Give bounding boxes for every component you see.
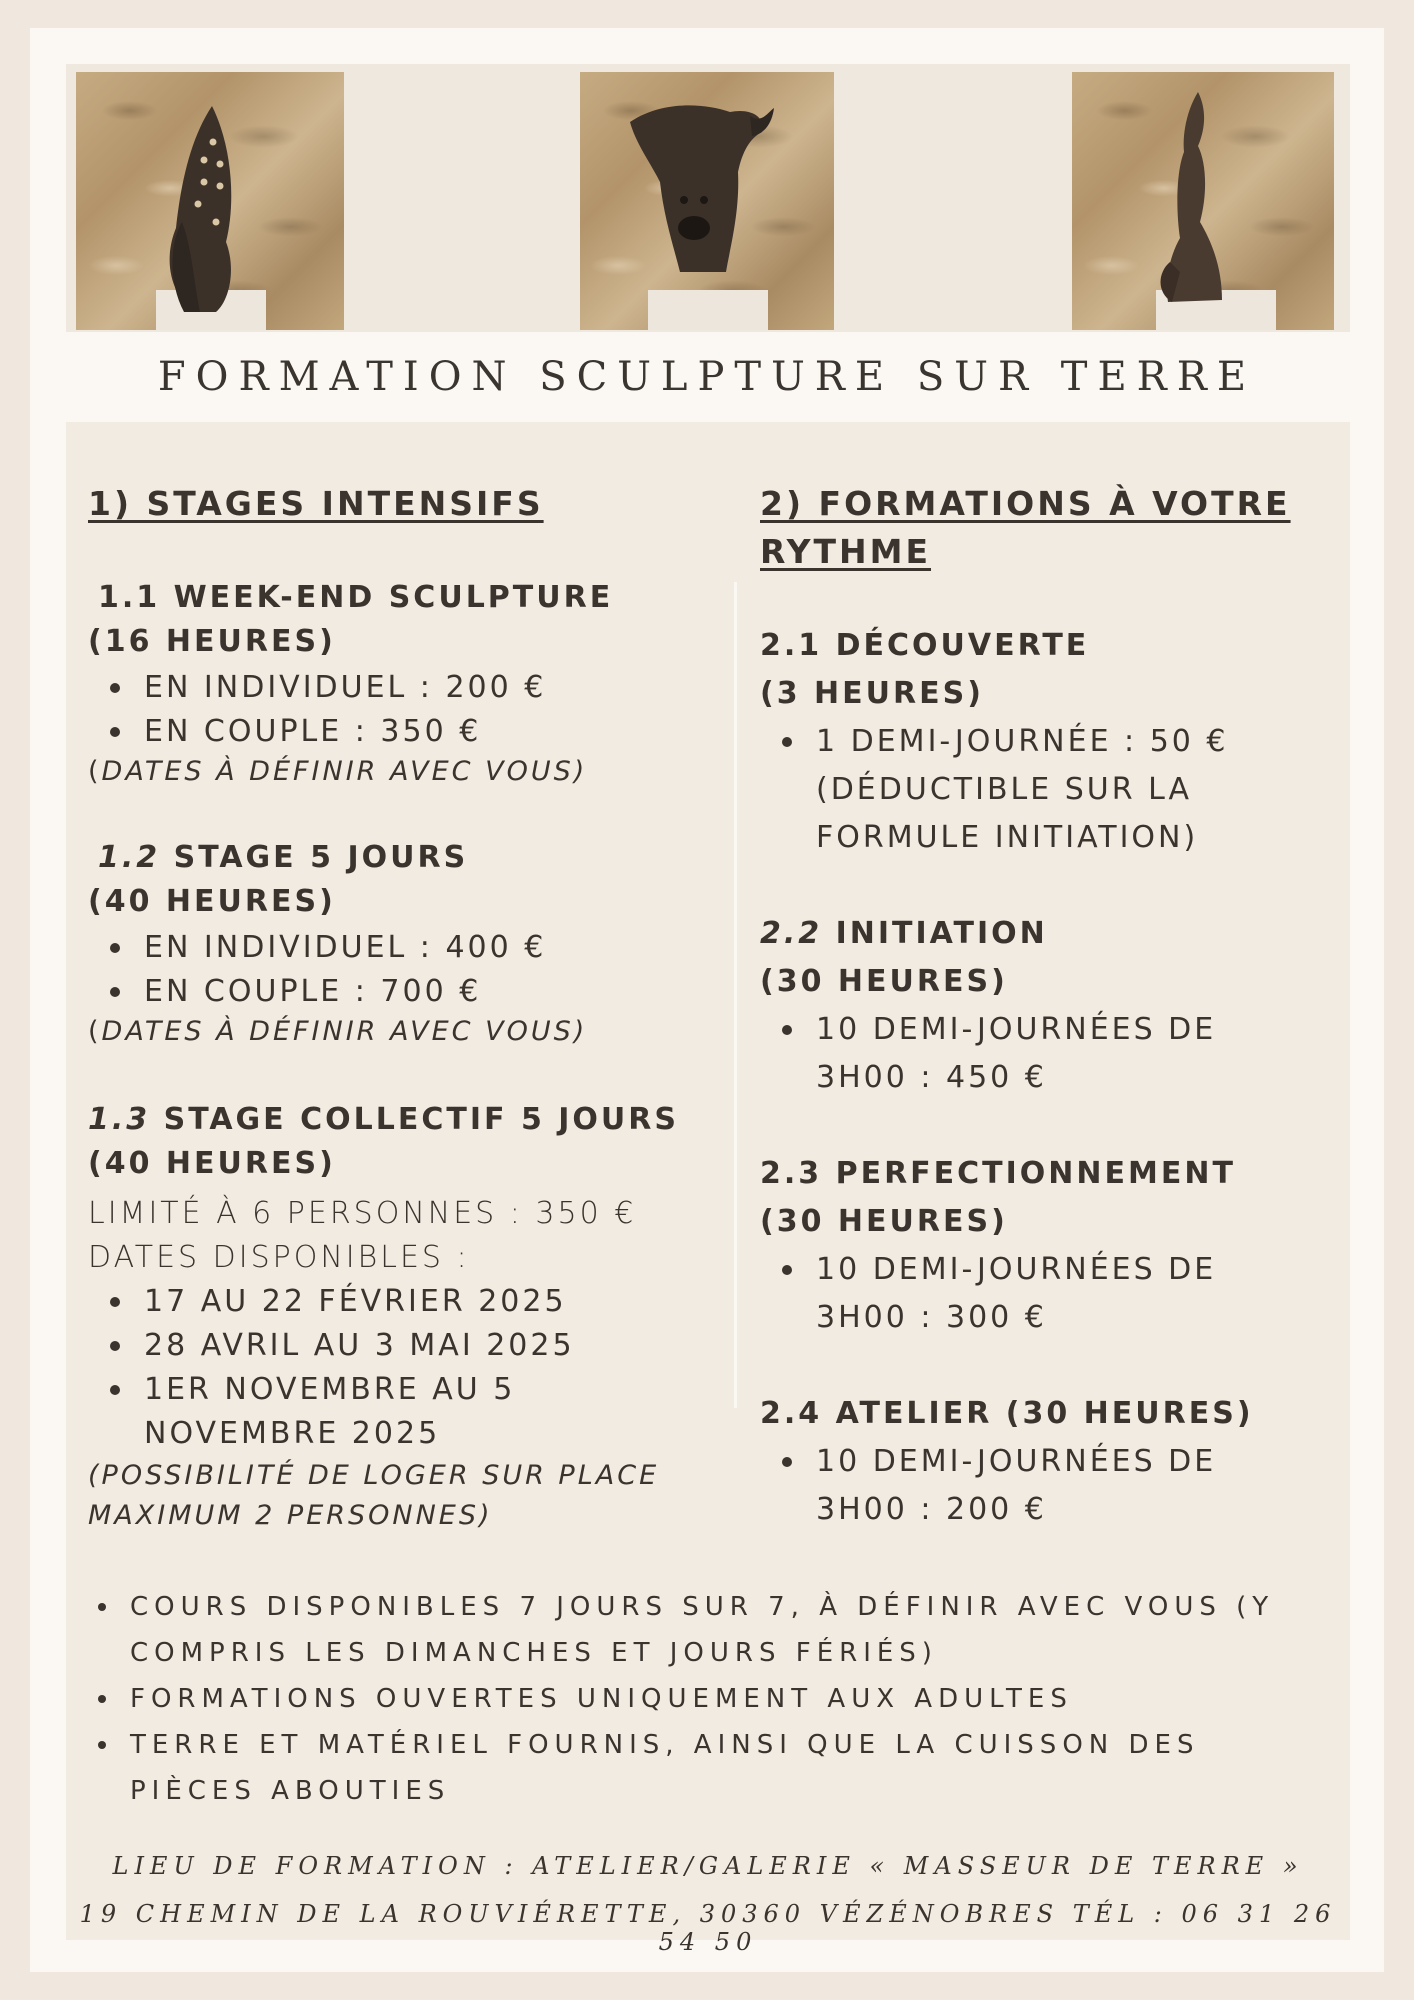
subsection-heading-1-1: 1.1 WEEK-END SCULPTURE bbox=[98, 580, 614, 615]
subsection-heading-2-4: 2.4 ATELIER (30 HEURES) bbox=[760, 1396, 1254, 1431]
dates-note-1-1: (DATES À DÉFINIR AVEC VOUS) bbox=[88, 756, 588, 787]
flyer-page bbox=[30, 28, 1384, 1972]
sculpture-shape-2 bbox=[580, 72, 834, 330]
list-item: 28 AVRIL AU 3 MAI 2025 bbox=[88, 1324, 575, 1368]
list-item: COURS DISPONIBLES 7 JOURS SUR 7, À DÉFINIR AVEC VOUS (Y COMPRIS LES DIMANCHES ET JOURS FÉRIÉS) bbox=[88, 1584, 1338, 1676]
list-item: EN INDIVIDUEL : 400 € bbox=[88, 926, 546, 970]
lodging-note-line-1: (POSSIBILITÉ DE LOGER SUR PLACE bbox=[88, 1460, 660, 1491]
sculpture-shape-1 bbox=[76, 72, 344, 330]
price-list-2-1 bbox=[760, 718, 1229, 862]
dates-label: DATES DISPONIBLES : bbox=[88, 1240, 470, 1275]
list-item: 1 DEMI-JOURNÉE : 50 € (DÉDUCTIBLE SUR LA FORMULE INITIATION) bbox=[760, 718, 1229, 862]
sculpture-photo-1 bbox=[76, 72, 344, 330]
lodging-note-line-2: MAXIMUM 2 PERSONNES) bbox=[88, 1500, 493, 1531]
list-item: 17 AU 22 FÉVRIER 2025 bbox=[88, 1280, 575, 1324]
price-list-1-2 bbox=[88, 926, 546, 1014]
list-item: 10 DEMI-JOURNÉES DE 3H00 : 300 € bbox=[760, 1246, 1216, 1342]
price-list-2-4 bbox=[760, 1438, 1216, 1534]
section-title-formations-line-1: 2) FORMATIONS À VOTRE bbox=[760, 484, 1291, 523]
photo-strip bbox=[66, 64, 1350, 332]
list-item: 10 DEMI-JOURNÉES DE 3H00 : 450 € bbox=[760, 1006, 1216, 1102]
column-divider bbox=[734, 582, 737, 1408]
subsection-heading-2-3: 2.3 PERFECTIONNEMENT bbox=[760, 1156, 1236, 1191]
subsection-hours-1-2: (40 HEURES) bbox=[88, 884, 336, 919]
dates-note-1-2: (DATES À DÉFINIR AVEC VOUS) bbox=[88, 1016, 588, 1047]
price-list-2-3 bbox=[760, 1246, 1216, 1342]
subsection-heading-2-1: 2.1 DÉCOUVERTE bbox=[760, 628, 1090, 663]
subsection-hours-1-3: (40 HEURES) bbox=[88, 1146, 336, 1181]
subsection-hours-2-1: (3 HEURES) bbox=[760, 676, 984, 711]
price-list-2-2 bbox=[760, 1006, 1216, 1102]
list-item: 1ER NOVEMBRE AU 5 NOVEMBRE 2025 bbox=[88, 1368, 575, 1456]
list-item: TERRE ET MATÉRIEL FOURNIS, AINSI QUE LA CUISSON DES PIÈCES ABOUTIES bbox=[88, 1722, 1338, 1814]
subsection-hours-2-2: (30 HEURES) bbox=[760, 964, 1008, 999]
subsection-heading-2-2: 2.2 INITIATION bbox=[760, 916, 1048, 951]
footer-address-phone: 19 CHEMIN DE LA ROUVIÉRETTE, 30360 VÉZÉNOBRES TÉL : 06 31 26 54 50 bbox=[79, 1900, 1337, 1956]
subsection-hours-2-3: (30 HEURES) bbox=[760, 1204, 1008, 1239]
list-item: EN INDIVIDUEL : 200 € bbox=[88, 666, 546, 710]
general-info-list bbox=[88, 1584, 1338, 1814]
subsection-heading-1-2: 1.2 STAGE 5 JOURS bbox=[98, 840, 469, 875]
dates-list-1-3 bbox=[88, 1280, 575, 1456]
section-title-formations-line-2: RYTHME bbox=[760, 532, 932, 571]
content-panel bbox=[66, 422, 1350, 1956]
subsection-heading-1-3: 1.3 STAGE COLLECTIF 5 JOURS bbox=[88, 1102, 679, 1137]
price-list-1-1 bbox=[88, 666, 546, 754]
subsection-hours-1-1: (16 HEURES) bbox=[88, 624, 336, 659]
sculpture-photo-2 bbox=[580, 72, 834, 330]
list-item: EN COUPLE : 700 € bbox=[88, 970, 546, 1014]
group-limit-price: LIMITÉ À 6 PERSONNES : 350 € bbox=[88, 1196, 637, 1231]
section-title-stages-intensifs: 1) STAGES INTENSIFS bbox=[88, 484, 544, 523]
list-item: 10 DEMI-JOURNÉES DE 3H00 : 200 € bbox=[760, 1438, 1216, 1534]
list-item: FORMATIONS OUVERTES UNIQUEMENT AUX ADULTES bbox=[88, 1676, 1338, 1722]
sculpture-photo-3 bbox=[1072, 72, 1334, 330]
list-item: EN COUPLE : 350 € bbox=[88, 710, 546, 754]
footer-location: LIEU DE FORMATION : ATELIER/GALERIE « MASSEUR DE TERRE » bbox=[112, 1852, 1304, 1880]
page-title: FORMATION SCULPTURE SUR TERRE bbox=[157, 354, 1257, 400]
sculpture-shape-3 bbox=[1072, 72, 1334, 330]
